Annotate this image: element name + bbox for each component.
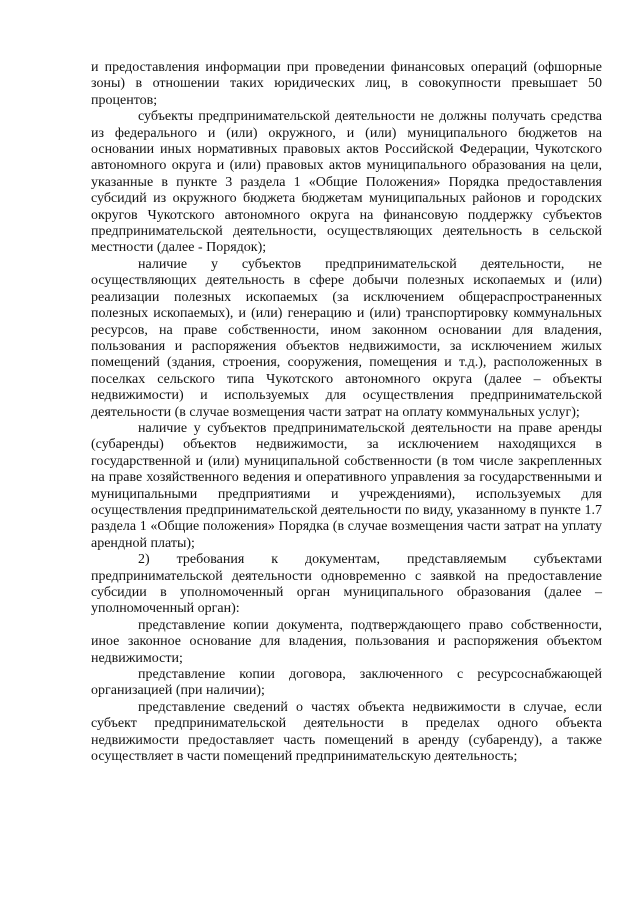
paragraph-ownership-copy: представление копии документа, подтверждающего право собственности, иное законное основание для владения, пользования и распоряжения объектом недвижимости; bbox=[91, 617, 602, 666]
paragraph-no-budget-funds: субъекты предпринимательской деятельности не должны получать средства из федерального и (или) окружного, и (или) муниципального бюджетов на основании иных нормативных правовых актов Российской Федерации, Чукотского автономного округа и (или) правовых актов муниципального образования на цели, указанные в пункте 3 раздела 1 «Общие Положения» Порядка предоставления субсидий из окружного бюджета бюджетам муниципальных районов и городских округов Чукотского автономного округа на финансовую поддержку субъектов предпринимательской деятельности, осуществляющих деятельность в сельской местности (далее - Порядок); bbox=[91, 109, 602, 256]
paragraph-property-ownership: наличие у субъектов предпринимательской деятельности, не осуществляющих деятельность в сфере добычи полезных ископаемых и (или) реализации полезных ископаемых (за исключением общераспространенных полезных ископаемых), и (или) генерацию и (или) транспортировку коммунальных ресурсов, на праве собственности, ином законном основании для владения, пользования и распоряжения объектов недвижимости, за исключением жилых помещений (здания, строения, сооружения, помещения и т.д.), расположенных в поселках сельского типа Чукотского автономного округа (далее – объекты недвижимости) и используемых для осуществления предпринимательской деятельности (в случае возмещения части затрат на оплату коммунальных услуг); bbox=[91, 256, 602, 420]
paragraph-supply-contract-copy: представление копии договора, заключенного с ресурсоснабжающей организацией (при наличии); bbox=[91, 667, 602, 699]
paragraph-offshore-continuation: и предоставления информации при проведении финансовых операций (офшорные зоны) в отношении таких юридических лиц, в совокупности превышает 50 процентов; bbox=[91, 60, 602, 108]
paragraph-property-lease: наличие у субъектов предпринимательской деятельности на праве аренды (субаренды) объектов недвижимости, за исключением находящихся в государственной и (или) муниципальной собственности (в том числе закрепленных на праве хозяйственного ведения и оперативного управления за государственными и муниципальными предприятиями и учреждениями), используемых для осуществления предпринимательской деятельности по виду, указанному в пункте 1.7 раздела 1 «Общие положения» Порядка (в случае возмещения части затрат на уплату арендной платы); bbox=[91, 420, 602, 551]
paragraph-property-parts-info: представление сведений о частях объекта недвижимости в случае, если субъект предпринимательской деятельности в пределах одного объекта недвижимости предоставляет часть помещений в аренду (субаренду), а также осуществляет в части помещений предпринимательскую деятельность; bbox=[91, 699, 602, 765]
document-body bbox=[91, 60, 602, 765]
paragraph-document-requirements: 2) требования к документам, представляемым субъектами предпринимательской деятельности одновременно с заявкой на предоставление субсидии в уполномоченный орган муниципального образования (далее – уполномоченный орган): bbox=[91, 552, 602, 617]
